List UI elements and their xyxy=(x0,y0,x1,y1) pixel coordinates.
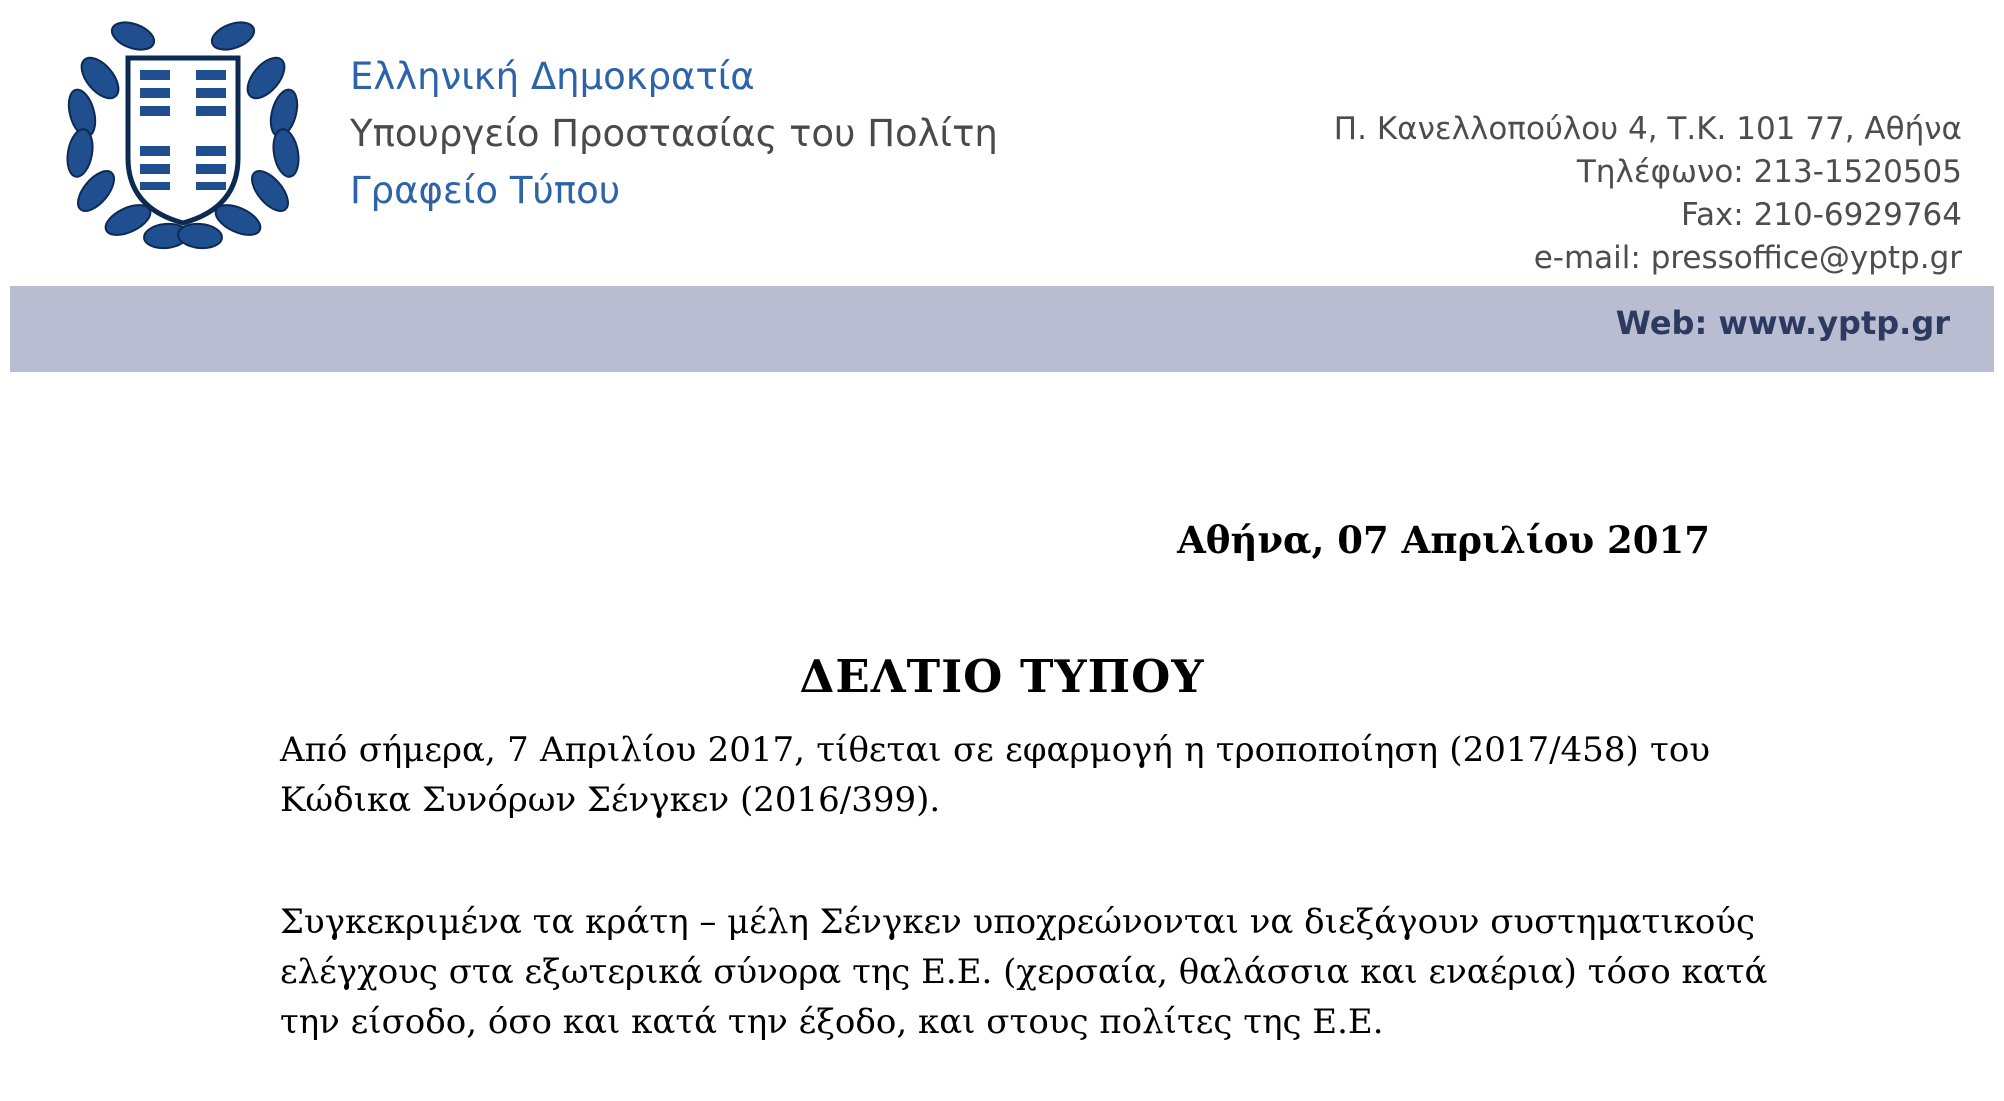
country-name: Ελληνική Δημοκρατία xyxy=(350,55,755,98)
paragraph-2 xyxy=(280,897,1768,1047)
web-bar xyxy=(10,286,1994,372)
paragraph-line: την είσοδο, όσο και κατά την έξοδο, και στους πολίτες της Ε.Ε. xyxy=(280,1002,1384,1042)
phone: Τηλέφωνο: 213-1520505 xyxy=(1576,154,1962,190)
office-name: Γραφείο Τύπου xyxy=(350,169,621,212)
organization-block xyxy=(350,48,998,219)
contact-block xyxy=(1334,108,1962,280)
email: e-mail: pressoffice@yptp.gr xyxy=(1533,240,1962,276)
website-link[interactable]: Web: www.yptp.gr xyxy=(1615,304,1950,342)
paragraph-line: Συγκεκριμένα τα κράτη – μέλη Σένγκεν υποχρεώνονται να διεξάγουν συστηματικούς xyxy=(280,902,1756,942)
address: Π. Κανελλοπούλου 4, Τ.Κ. 101 77, Αθήνα xyxy=(1333,111,1962,147)
paragraph-line: ελέγχους στα εξωτερικά σύνορα της Ε.Ε. (χερσαία, θαλάσσια και εναέρια) τόσο κατά xyxy=(280,952,1768,992)
fax: Fax: 210-6929764 xyxy=(1680,197,1962,233)
greek-coat-of-arms-icon xyxy=(48,8,318,258)
ministry-name: Υπουργείο Προστασίας του Πολίτη xyxy=(350,112,998,155)
paragraph-line: Από σήμερα, 7 Απριλίου 2017, τίθεται σε εφαρμογή η τροποποίηση (2017/458) του xyxy=(280,730,1710,770)
document-title: ΔΕΛΤΙΟ ΤΥΠΟΥ xyxy=(799,650,1205,703)
document-date: Αθήνα, 07 Απριλίου 2017 xyxy=(1177,518,1710,562)
paragraph-line: Κώδικα Συνόρων Σένγκεν (2016/399). xyxy=(280,780,941,820)
paragraph-1 xyxy=(280,725,1710,825)
